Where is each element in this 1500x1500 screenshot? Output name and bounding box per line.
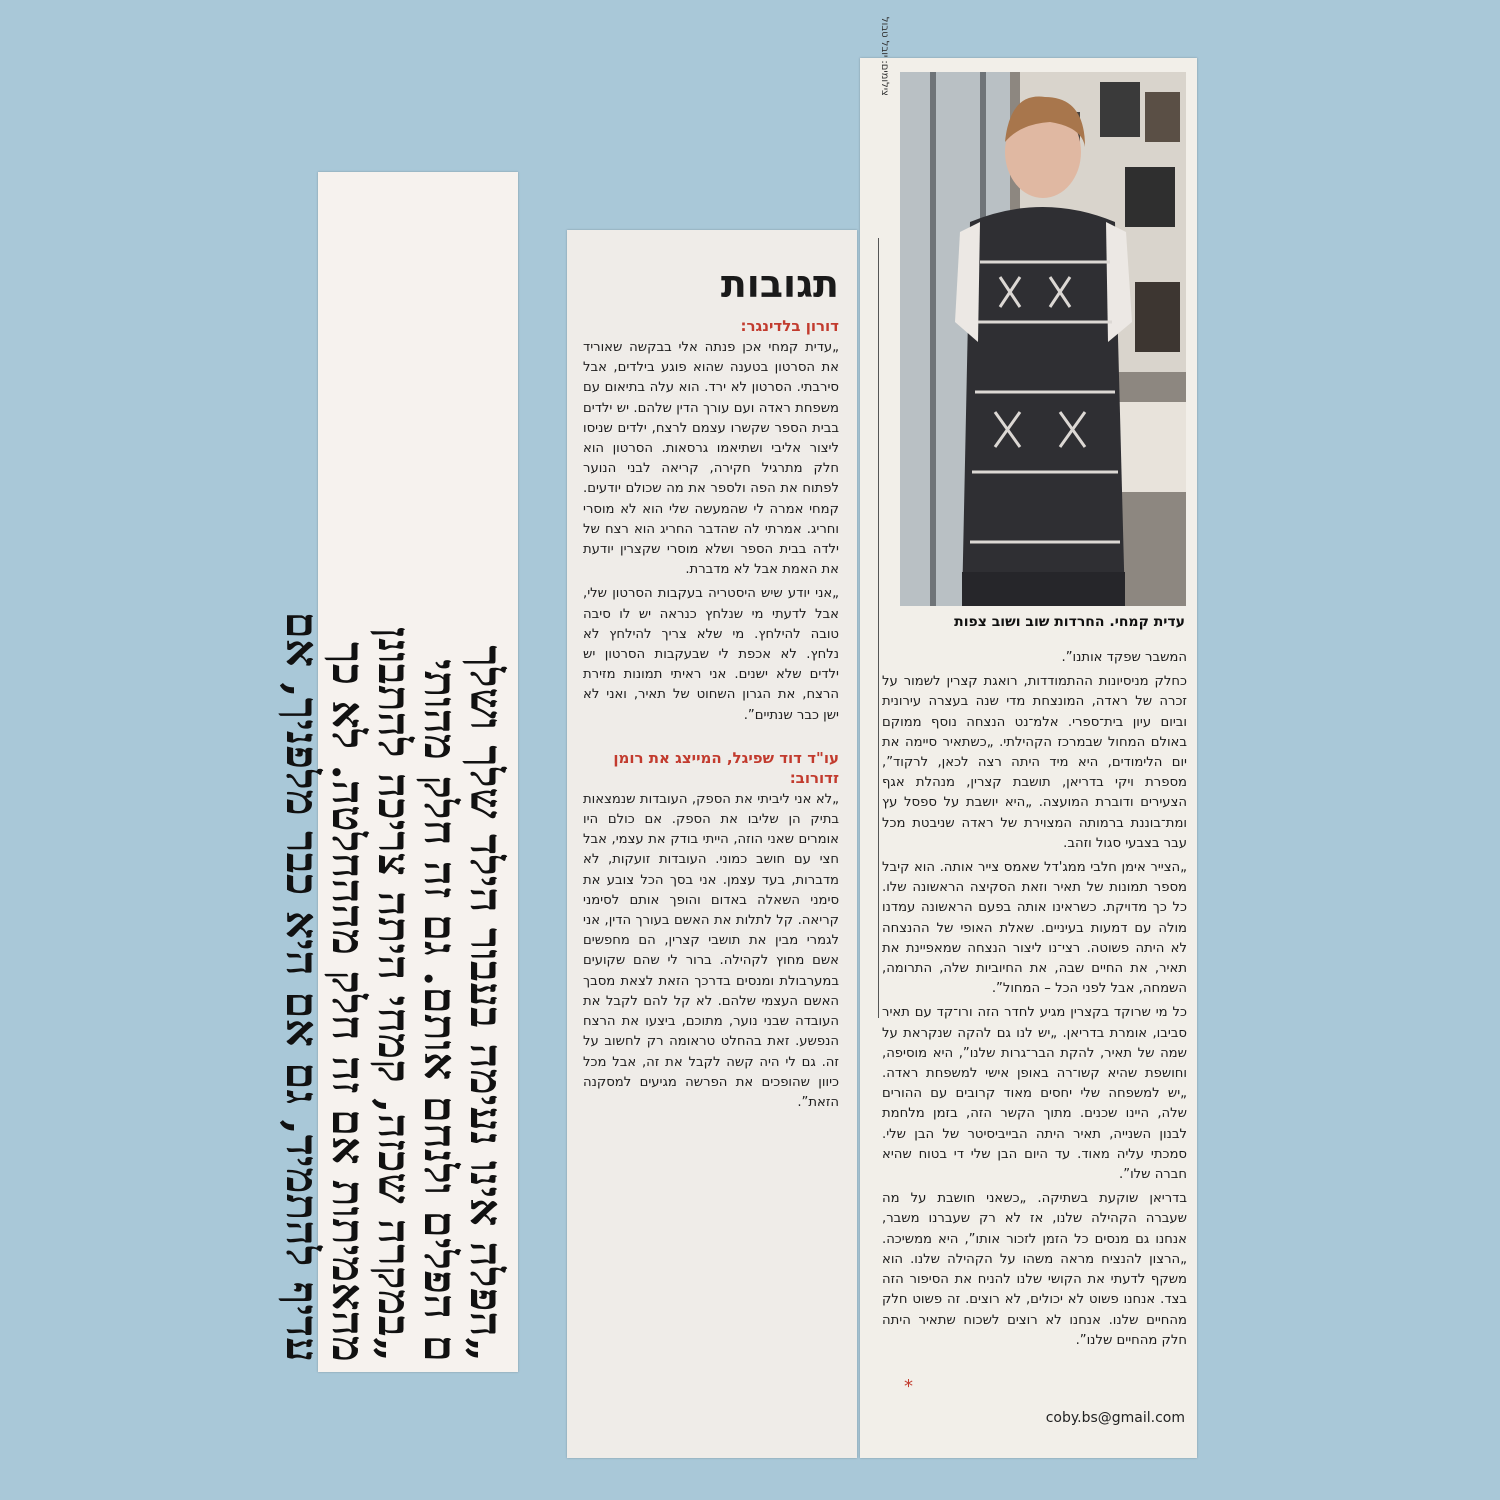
photo-caption: עדית קמחי. החרדות שוב ושוב צפות [954,614,1185,630]
headline-line: „במקרה שכזה, קמחי היתה צריכה להתבונן [368,626,419,1362]
headline-line: „הפלה אינו נעימה בעבור הילד שלך ושלך [460,645,511,1362]
portrait-photo [900,72,1186,606]
letter-block [583,748,839,1113]
article-body [882,648,1187,1355]
article-paragraph: „הצייר אימן חלבי ממג'דל שאמס צייר אותה. הוא קיבל מספר תמונות של תאיר וזאת הסקיצה הראשונה שלו. כל כך מדויקת. כשראינו אותה בפעם הראשונה עמדנו מולה עם דמעות בעיניים. שאלת האופי של ההנצחה לא היתה פשוטה. רצי־נו ליצור הנצחה שמאפיינת את תאיר, את החיים שבה, את החיוביות שלה, התרומה, השמחה, אבל לפני הכל – המחול”. [882,860,1187,997]
article-column [860,16,1197,1458]
headline-line: ם הפלים ולנחם אותם. גם זה חלק מהותי [414,658,465,1362]
responses-column [567,230,857,1458]
letter-block [583,316,839,726]
article-paragraph: בדריאן שוקעת בשתיקה. „כשאני חושבת על מה שעברה הקהילה שלנו, אז לא רק שעברנו משבר, אנחנו גם מנסים כל הזמן לזכור אותו”, היא ממשיכה. „הרצון להנציח מראה משהו על הקהילה שלנו. הוא משקף לדעתי את הקושי שלנו להניח את הסיפור הזה בצד. אנחנו פשוט לא יכולים, לא רוצים. זה פשוט חלק מהחיים שלנו. אנחנו לא רוצים לשכוח שתאיר היתה חלק מהחיים שלנו”. [882,1191,1187,1348]
article-paragraph: כחלק מניסיונות ההתמודדות, רואגת קצרין לשמור על זכרה של ראדה, המונצחת מדי שנה בעצרה עירונית וביום עיון בית־ספרי. אלמ־נט הנצחה נוסף ממוקם באולם המחול שבמרכז הקהילתי. „כשתאיר סיימה את יום הלימודים, היא מיד היתה רצה לכאן, לרקוד”, מספרת ויקי בדריאן, תושבת קצרין, מנהלת אגף הצעירים ודוברת המועצה. „היא יושבת על ספסל עץ ומת־בוננת ברמותה המצוירת של ראדה שניבטת מכל עבר בצבעי סגול וזהב. [882,674,1187,851]
portrait-illustration [900,72,1186,606]
headline-line: מהאמיתות אם זה חלק מההחלטה. לא כך [322,641,373,1362]
headline-strip [276,172,518,1372]
letter-paragraph: „לא אני ליביתי את הספק, העובדות שנמצאות בתיק הן שליבו את הספק. אם כולם היו אומרים שאני הוזה, הייתי בודק את עצמי, אבל חצי עם חושב כמוני. העובדות זועקות, לא מדברות, בעד עצמן. אני בסך הכל צובע את סימני השאלה באדום והופך אותם לסימני קריאה. קל לתלות את האשם בעורך הדין, אני לגמרי מבין את תושבי קצרין, הם מחפשים אשם מחוץ לקהילה. ברור לי שהם שקועים במערבולת ומנסים בדרכך הזאת לצאת מסבך האשם העצמי שלהם. לא קל להם לקבל את העובדה שבני נוער, מתוכם, ביצעו את הרצח הנפשע. זאת בהחלט טראומה רק לחשוב על זה. גם לי היה קשה לקבל את זה, אבל מכל כיוון שהופכים את הפרשה מגיעים למסקנה הזאת”. [583,791,839,1110]
letter-paragraph: „עדית קמחי אכן פנתה אלי בבקשה שאוריד את הסרטון בטענה שהוא פוגע בילדים, אבל סירבתי. הסרטון לא ירד. הוא עלה בתיאום עם משפחת ראדה ועם עורך הדין שלהם. יש ילדים בבית הספר שקשרו עצמם לרצח, ילדים שניסו ליצור אליבי ושתיאמו גרסאות. הסרטון הוא חלק מתרגיל חקירה, קריאה לבני הנוער לפתוח את הפה ולספר את מה שכולם יודעים. קמחי אמרה לי שהמעשה שלי הוא לא מוסרי וחריג. אמרתי לה שהדבר החריג הוא רצח של ילדה בבית הספר ושלא מוסרי שקצרין יודעת את האמת אבל לא מדברת. [583,340,839,578]
end-mark-icon: * [904,1376,913,1397]
headline-line: עדיף להתמיד, גם אם היא כבר מלפניך, אם [276,611,327,1362]
column-divider [878,238,879,1018]
letter-byline: דורון בלדינגר: [740,317,839,335]
letter-paragraph: „אני יודע שיש היסטריה בעקבות הסרטון שלי, אבל לדעתי מי שנלחץ כנראה יש לו סיבה טובה להילחץ. מי שלא צריך להילחץ לא נלחץ. לא אכפת לי שבעקבות הסרטון יש ילדים שלא ישנים. אני ראיתי תמונות מזירת הרצח, את הגרון השחוט של תאיר, ואני לא ישן כבר שנתיים”. [583,586,839,723]
article-paragraph: כל מי שרוקד בקצרין מגיע לחדר הזה ורו־קד עם תאיר סביבו, אומרת בדריאן. „יש לנו גם להקה שנקראת על שמה של תאיר, להקת הבר־גרות שלנו”, היא מוסיפה, וחושפת שהיא קשו־רה באופן אישי למשפחת ראדה. „יש למשפחה שלי יחסים מאוד קרובים עם ההורים שלה, היינו שכנים. מתוך הקשר הזה, בזמן מלחמת לבנון השנייה, תאיר היתה הבייביסיטר של הבן שלי. סמכתי עליה מאוד. עד היום הבן שלי די בטוח שהיא חברה שלו”. [882,1005,1187,1183]
author-email: coby.bs@gmail.com [1045,1410,1185,1426]
article-paragraph: המשבר שפקד אותנו”. [1061,650,1187,665]
photo-credit: צילומים: יובל טבול [879,16,890,96]
rotated-headline [276,182,511,1362]
section-title: תגובות [720,262,839,306]
letter-byline: עו"ד דוד שפיגל, המייצג את רומן זדורוב: [613,748,839,787]
